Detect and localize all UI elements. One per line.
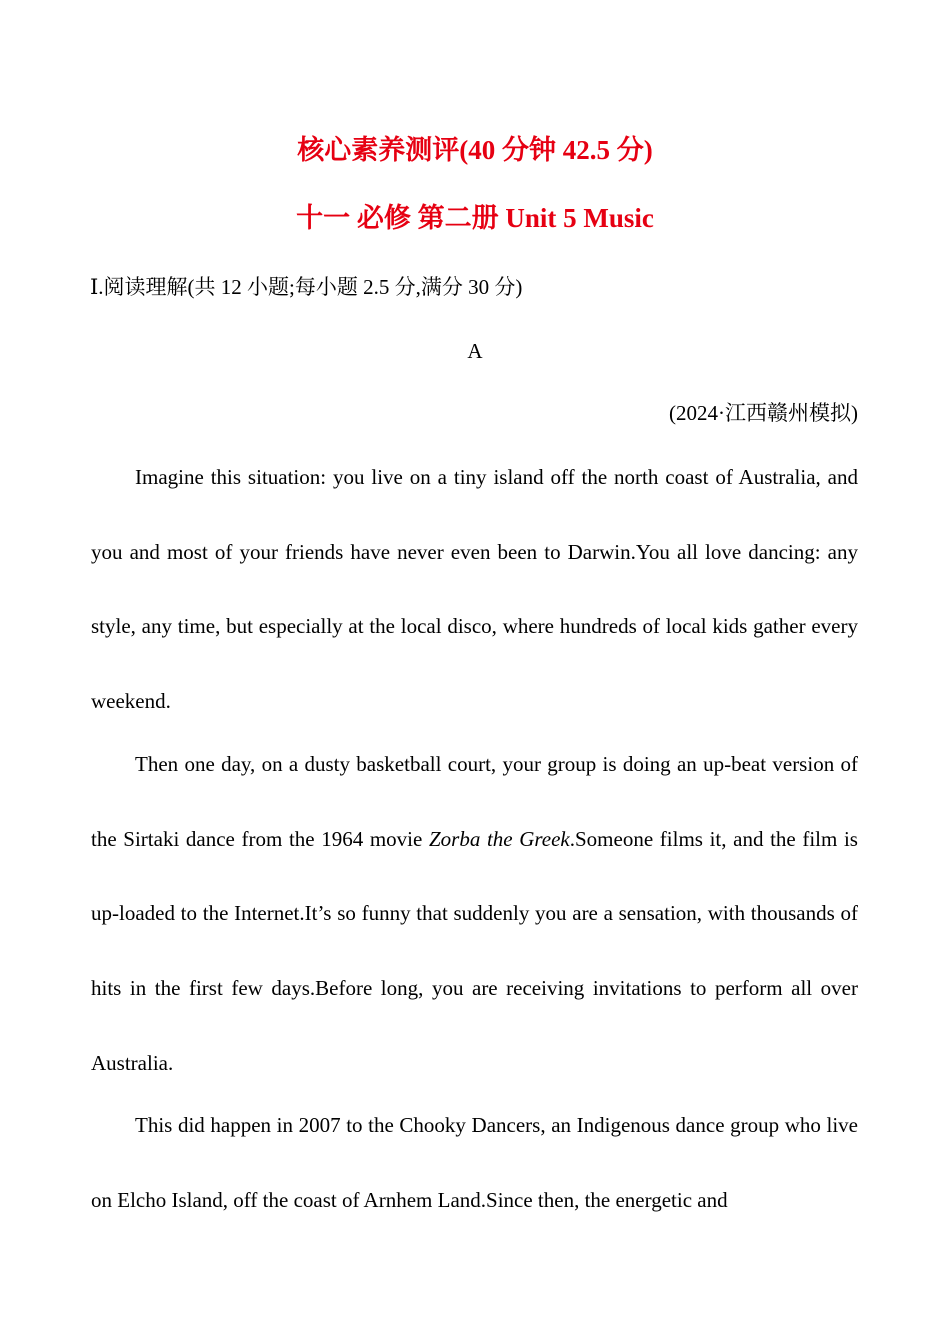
passage-label: A: [467, 339, 483, 363]
paragraph-2: [91, 727, 858, 1101]
paragraph-1: Imagine this situation: you live on a tiny island off the north coast of Australia, and you and most of your friends have never even been to Darwin.You all love dancing: any style, any time, but especially at the local disco, where hundreds of local kids gather every weekend.: [91, 465, 858, 714]
paragraph-3: This did happen in 2007 to the Chooky Dancers, an Indigenous dance group who live on Elcho Island, off the coast of Arnhem Land.Since then, the energetic and: [91, 1113, 858, 1212]
page-title: 核心素养测评(40 分钟 42.5 分): [297, 135, 653, 165]
section-heading: Ⅰ.阅读理解(共 12 小题;每小题 2.5 分,满分 30 分): [90, 275, 523, 299]
passage-source: (2024·江西赣州模拟): [669, 401, 858, 425]
paragraph-2-part-1: Then one day, on a dusty basketball court, your group is doing an up-beat version of the Sirtaki dance from the 1964 movie: [91, 752, 858, 851]
unit-title: 十一 必修 第二册 Unit 5 Music: [296, 203, 654, 233]
paragraph-2-part-2: .Someone films it, and the film is up-loaded to the Internet.It’s so funny that suddenly you are a sensation, with thousands of hits in the first few days.Before long, you are receiving invitations to perform all over Australia.: [91, 826, 858, 1075]
movie-title: Zorba the Greek: [428, 826, 570, 851]
